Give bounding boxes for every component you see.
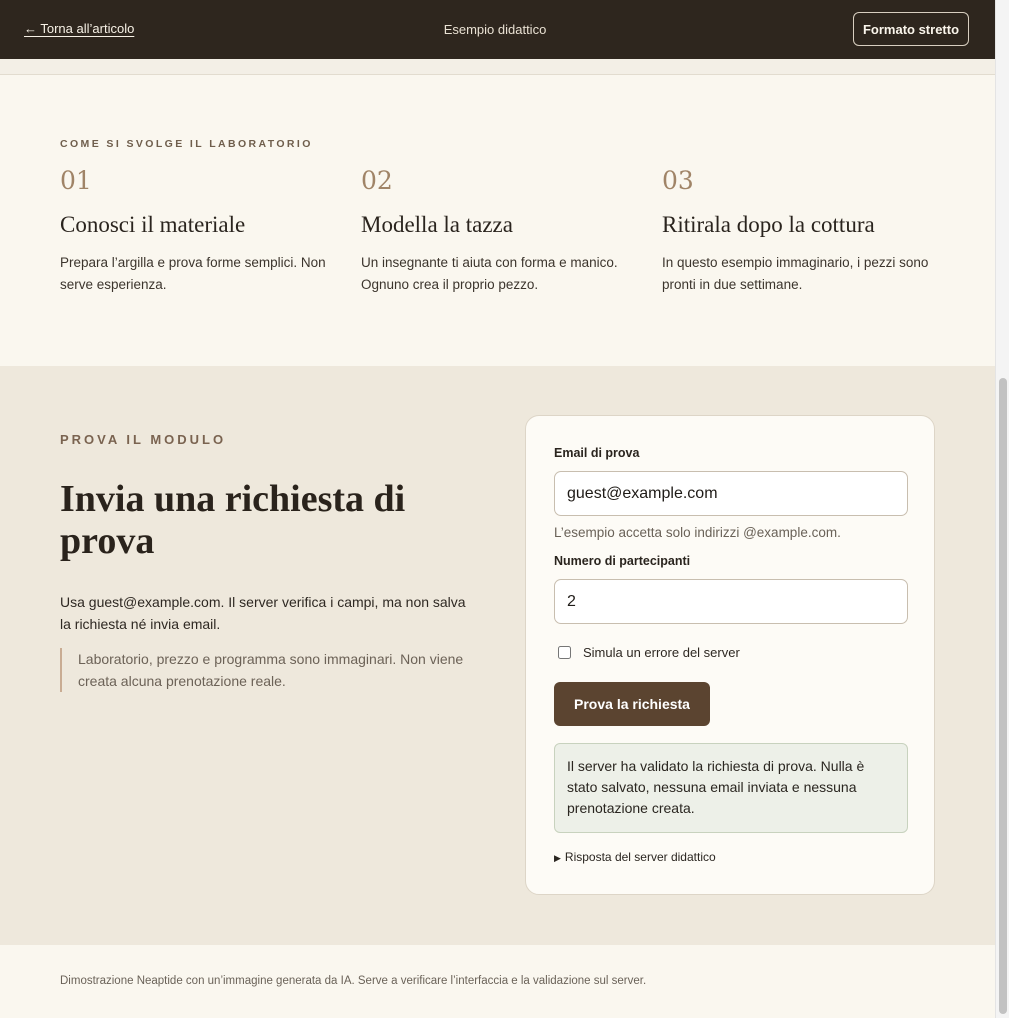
step-3 [662,166,952,296]
step-description: In questo esempio immaginario, i pezzi sono pronti in due settimane. [662,255,929,292]
simulate-error-option[interactable] [558,645,740,660]
page-context-title: Esempio didattico [443,22,547,37]
section-intro: Usa guest@example.com. Il server verifica i campi, ma non salva la richiesta né invia email. [60,594,466,632]
server-response-toggle[interactable] [554,850,716,864]
back-to-article-link[interactable]: ← Torna all’articolo [24,21,135,36]
page-scrollbar[interactable] [995,0,1009,1018]
simulate-error-checkbox[interactable] [558,646,571,659]
email-hint: L’esempio accetta solo indirizzi @example.com. [554,525,841,540]
step-title: Modella la tazza [361,212,513,237]
section-headline: Invia una richiesta di prova [60,478,406,562]
step-title: Conosci il materiale [60,212,246,237]
step-description: Prepara l’argilla e prova forme semplici. Non serve esperienza. [60,255,326,292]
step-description: Un insegnante ti aiuta con forma e manico. Ognuno crea il proprio pezzo. [361,255,618,292]
server-response-label: Risposta del server didattico [564,850,716,864]
request-form-card [525,415,935,895]
narrow-format-button[interactable]: Formato stretto [853,12,969,46]
how-it-works-section [0,75,995,366]
step-title: Ritirala dopo la cottura [662,212,875,237]
header-divider [0,59,995,75]
participants-label: Numero di partecipanti [554,554,691,568]
email-label: Email di prova [554,446,640,460]
footer-text: Dimostrazione Neaptide con un’immagine generata da IA. Serve a verificare l’interfaccia e la validazione sul server. [60,975,647,987]
step-1 [60,166,350,296]
email-field[interactable] [554,471,908,516]
scrollbar-thumb[interactable] [999,378,1007,1014]
step-number: 01 [60,166,92,195]
step-number: 03 [662,166,694,195]
step-number: 02 [361,166,393,195]
disclaimer-note: Laboratorio, prezzo e programma sono immaginari. Non viene creata alcuna prenotazione reale. [60,648,488,692]
try-form-section [0,366,995,945]
disclosure-triangle-icon: ▶ [554,853,561,863]
step-2 [361,166,651,296]
top-bar [0,0,995,59]
page-footer [0,945,995,1018]
submit-request-button[interactable]: Prova la richiesta [554,682,710,726]
simulate-error-label: Simula un errore del server [583,645,740,660]
section-eyebrow: PROVA IL MODULO [60,432,227,447]
participants-field[interactable] [554,579,908,624]
success-message: Il server ha validato la richiesta di prova. Nulla è stato salvato, nessuna email inviata e nessuna prenotazione creata. [554,743,908,833]
section-eyebrow: COME SI SVOLGE IL LABORATORIO [60,138,313,150]
